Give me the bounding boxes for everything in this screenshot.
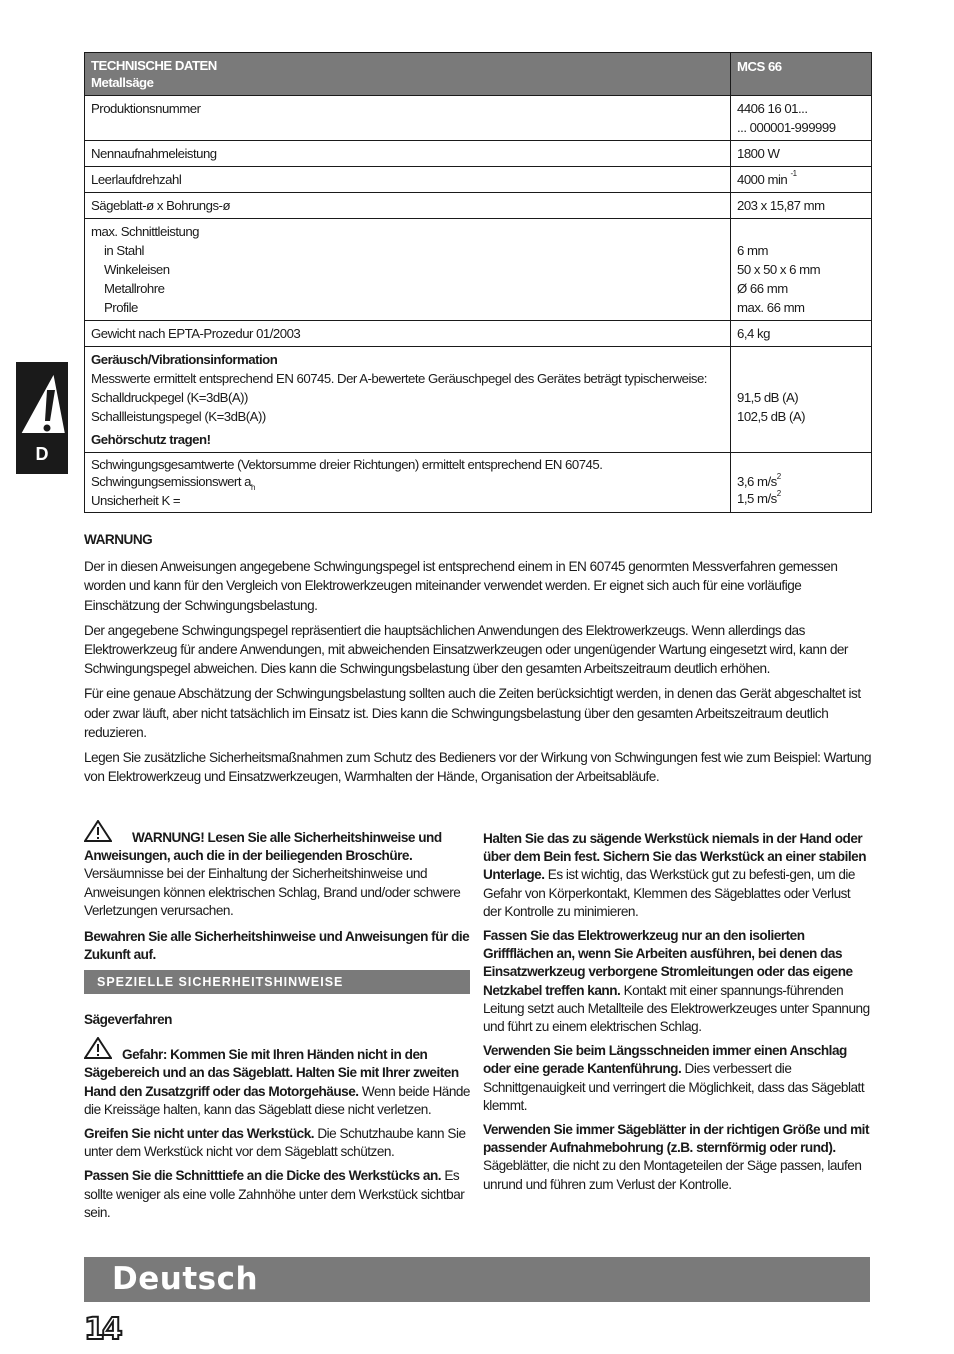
warning-paragraph: Legen Sie zusätzliche Sicherheitsmaßnahmen zum Schutz des Bedieners vor der Wirkung von Schwingungen fest wie zum Beispiel: Wartung von Elektrowerkzeug und Einsatzwerkzeugen, Warmhalten der Hände, Organisation der Arbeitsabläufe.: [84, 750, 872, 785]
table-row: [85, 193, 872, 219]
language-letter: D: [35, 444, 49, 464]
table-row: [85, 96, 872, 141]
vibration-value: 3,6 $m/s^2$: [737, 472, 781, 489]
row-value: 1800 W: [731, 141, 872, 167]
spec-header-title-cell: [85, 53, 731, 96]
cut-sub-value: 50 x 50 x 6 mm: [737, 262, 821, 277]
cut-sub-label: Winkeleisen: [104, 262, 170, 277]
row-value: [731, 167, 872, 193]
warning-title: WARNUNG: [84, 532, 153, 547]
row-label: Nennaufnahmeleistung: [85, 141, 731, 167]
section-banner: [84, 970, 470, 994]
row-label: Leerlaufdrehzahl: [85, 167, 731, 193]
warning-paragraph: Für eine genaue Abschätzung der Schwingungsbelastung sollten auch die Zeiten berücksichtigt werden, in denen das Gerät abgeschaltet ist oder zwar läuft, aber nicht tatsächlich im Einsatz ist. Dies kann die Schwingungsbelastung über den gesamten Arbeitszeitraum deutlich reduzieren.: [84, 686, 861, 740]
noise-line: Schalldruckpegel (K=3dB(A)): [91, 390, 248, 405]
noise-value: 102,5 dB (A): [737, 409, 806, 424]
warning-paragraph: Der in diesen Anweisungen angegebene Schwingungspegel ist entsprechend einem in EN 60745 genormten Messverfahren gemessen worden und kann für den Vergleich von Elektrowerkzeugen miteinander verwendet werden. Er eignet sich auch für eine vorläufige Einschätzung der Schwingungsbelastung.: [84, 559, 838, 613]
warning-paragraph: Der angegebene Schwingungspegel repräsentiert die hauptsächlichen Anwendungen des Elektrowerkzeugs. Wenn allerdings das Elektrowerkzeug für andere Anwendungen, mit abweichenden Einsatzwerkzeugen oder ungenügender Wartung eingesetzt wird, kann der Schwingungspegel abweichen. Dies kann die Schwingungsbelastung über den gesamten Arbeitszeitraum deutlich erhöhen.: [84, 622, 848, 677]
safety-paragraph: Fassen Sie das Elektrowerkzeug nur an den isolierten Griffflächen an, wenn Sie Arbeiten ausführen, bei denen das Einsatzwerkzeug verborgene Stromleitungen oder das eigene Netzkabel treffen kann. Kontakt mit einer spannungs-führenden Leitung setzt auch Metallteile des Elektrowerkzeuges unter Spannung und führt zu einem elektrischen Schlag.: [483, 928, 870, 1035]
vibration-value: 1,5 $m/s^2$: [737, 489, 781, 506]
row-value: [731, 453, 872, 513]
safety-paragraph: Verwenden Sie immer Sägeblätter in der richtigen Größe und mit passender Aufnahmebohrung (z.B. sternförmig oder rund). Sägeblätter, die nicht zu den Montageteilen der Säge passen, laufen unrund und führen zum Verlust der Kontrolle.: [483, 1122, 869, 1192]
value-sup: -1: [790, 169, 797, 178]
row-label: [85, 453, 731, 513]
value-line: ... 000001-999999: [737, 120, 836, 135]
noise-hearing-protection: Gehörschutz tragen!: [91, 432, 211, 447]
vibration-warning-block: [84, 530, 872, 792]
cut-sub-label: in Stahl: [104, 243, 144, 258]
table-row: [85, 141, 872, 167]
warning-exclamation-icon: [16, 364, 68, 442]
page-number: 14: [84, 1312, 120, 1347]
noise-value: 91,5 dB (A): [737, 390, 799, 405]
row-label: Sägeblatt-ø x Bohrungs-ø: [85, 193, 731, 219]
cut-title: max. Schnittleistung: [91, 224, 200, 239]
right-column: [483, 830, 871, 1200]
spec-header-model: MCS 66: [731, 53, 872, 96]
row-label: Gewicht nach EPTA-Prozedur 01/2003: [85, 321, 731, 347]
spec-header-subtitle: Metallsäge: [91, 75, 154, 90]
cut-sub-value: Ø 66 mm: [737, 281, 788, 296]
warning-triangle-icon: [84, 820, 112, 842]
noise-title: Geräusch/Vibrationsinformation: [91, 352, 278, 367]
spec-table-header: [85, 53, 872, 96]
vibration-line: Schwingungsemissionswert $a_h$: [91, 474, 255, 492]
row-label: Produktionsnummer: [85, 96, 731, 141]
danger-bold: Gefahr: Kommen Sie mit Ihren Händen nicht in den Sägebereich und an das Sägeblatt. Halten Sie mit Ihrer zweiten Hand den Zusatzgriff oder das Motorgehäuse.: [84, 1047, 459, 1099]
row-value: [731, 96, 872, 141]
value-text: 4000 min: [737, 172, 788, 187]
row-label: [85, 347, 731, 453]
cut-sub-label: Metallrohre: [104, 281, 165, 296]
safety-paragraph: Halten Sie das zu sägende Werkstück niemals in der Hand oder über dem Bein fest. Sichern Sie das Werkstück an einer stabilen Unterlage. Es ist wichtig, das Werkstück gut zu befesti-gen, um die Gefahr von Körperkontakt, Klemmen des Sägeblattes oder Verlust der Kontrolle zu minimieren.: [483, 831, 867, 919]
sawing-section-title: Sägeverfahren: [84, 1012, 172, 1027]
safety-paragraph: Verwenden Sie beim Längsschneiden immer einen Anschlag oder eine gerade Kantenführung. Dies verbessert die Schnittgenauigkeit und verringert die Möglichkeit, dass das Sägeblatt klemmt.: [483, 1043, 865, 1113]
row-value: 203 x 15,87 mm: [731, 193, 872, 219]
danger-paragraph: [84, 1037, 472, 1119]
left-column: [84, 820, 472, 970]
noise-line: Messwerte ermittelt entsprechend EN 60745. Der A-bewertete Geräuschpegel des Gerätes beträgt typischerweise:: [91, 371, 707, 386]
general-warning-bold: WARNUNG! Lesen Sie alle Sicherheitshinweise und Anweisungen, auch die in der beiliegenden Broschüre.: [84, 830, 442, 864]
language-banner-label: Deutsch: [112, 1261, 259, 1297]
spec-table: [84, 52, 872, 513]
keep-instructions: Bewahren Sie alle Sicherheitshinweise und Anweisungen für die Zukunft auf.: [84, 929, 470, 963]
table-row: [85, 347, 872, 453]
row-value: [731, 219, 872, 321]
value-line: 4406 16 01...: [737, 101, 808, 116]
section-banner-label: SPEZIELLE SICHERHEITSHINWEISE: [97, 975, 344, 989]
table-row: [85, 167, 872, 193]
spec-header-title: TECHNISCHE DATEN: [91, 58, 217, 73]
vibration-line: Schwingungsgesamtwerte (Vektorsumme dreier Richtungen) ermittelt entsprechend EN 60745.: [91, 457, 603, 472]
left-column-lower: [84, 1011, 472, 1228]
warning-triangle-icon: [84, 1037, 112, 1059]
general-warning: [84, 820, 472, 920]
cut-sub-value: max. 66 mm: [737, 300, 805, 315]
language-banner: [84, 1257, 870, 1302]
language-side-tab: [16, 362, 68, 474]
safety-paragraph: Greifen Sie nicht unter das Werkstück. Die Schutzhaube kann Sie unter dem Werkstück nicht vor dem Sägeblatt schützen.: [84, 1126, 466, 1160]
cut-sub-label: Profile: [104, 300, 138, 315]
safety-paragraph: Passen Sie die Schnitttiefe an die Dicke des Werkstücks an. Es sollte weniger als eine volle Zahnhöhe unter dem Werkstück sichtbar sein.: [84, 1168, 465, 1220]
noise-line: Schallleistungspegel (K=3dB(A)): [91, 409, 266, 424]
table-row: [85, 219, 872, 321]
table-row: [85, 453, 872, 513]
row-value: [731, 347, 872, 453]
danger-text: Wenn beide Hände die Kreissäge halten, kann das Sägeblatt diese nicht verletzen.: [84, 1083, 470, 1117]
general-warning-text: Versäumnisse bei der Einhaltung der Sicherheitshinweise und Anweisungen können elektrischen Schlag, Brand und/oder schwere Verletzungen verursachen.: [84, 866, 461, 918]
row-value: 6,4 kg: [731, 321, 872, 347]
row-label: [85, 219, 731, 321]
table-row: [85, 321, 872, 347]
cut-sub-value: 6 mm: [737, 243, 768, 258]
vibration-line: Unsicherheit K =: [91, 493, 181, 508]
vibration-sub: h: [250, 483, 255, 492]
